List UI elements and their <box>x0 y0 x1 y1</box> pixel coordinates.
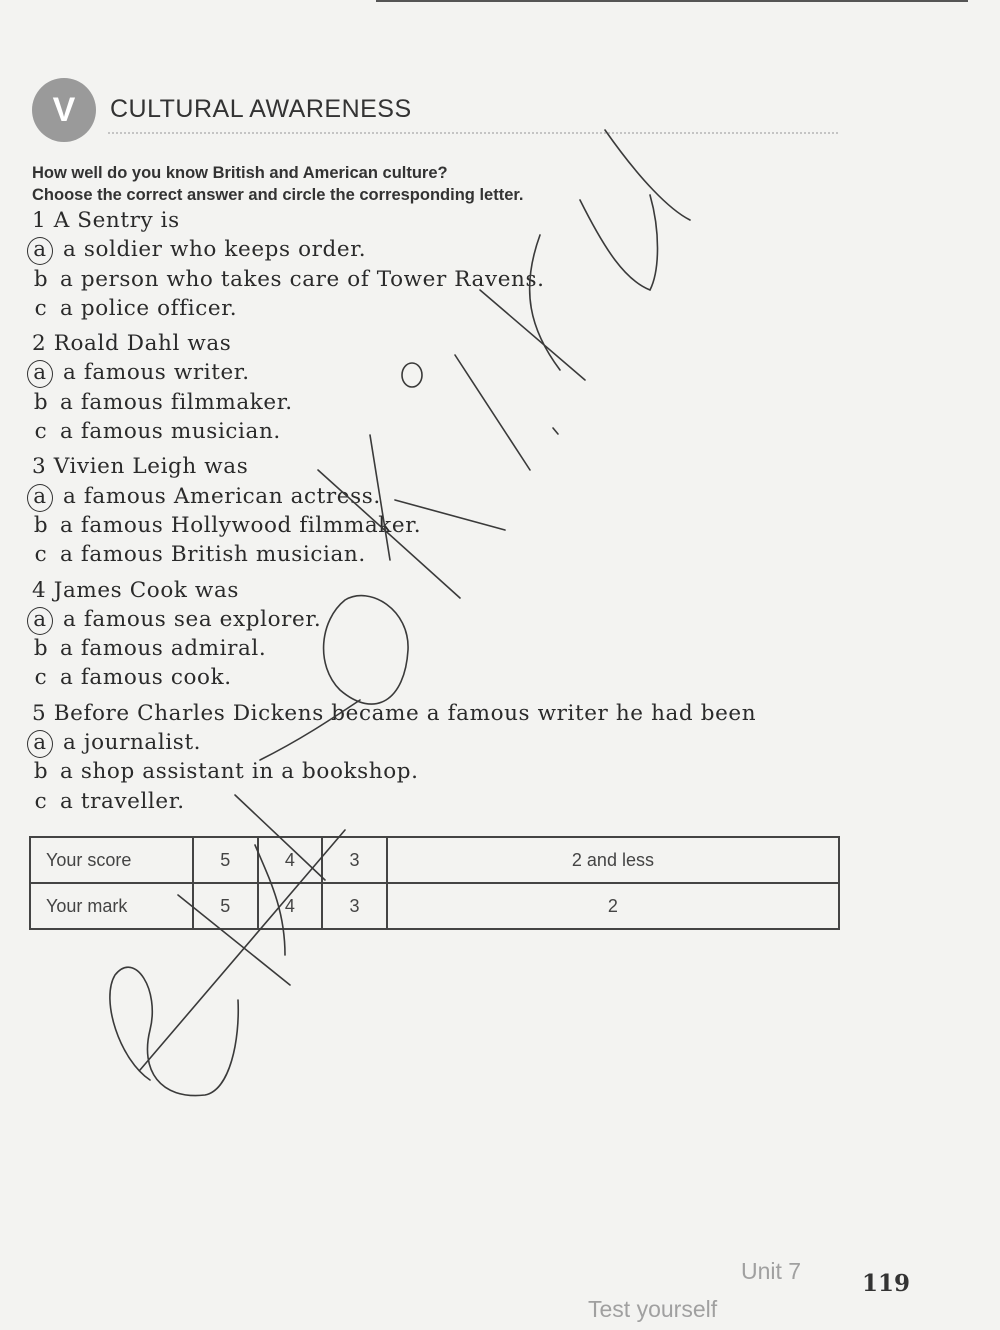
option-text: a famous musician. <box>60 419 281 445</box>
option-a[interactable] <box>32 358 832 387</box>
option-text: a famous British musician. <box>60 542 366 568</box>
option-letter: a <box>27 730 53 758</box>
option-b[interactable] <box>32 511 832 540</box>
option-letter: b <box>33 759 49 785</box>
quiz <box>32 206 832 822</box>
option-letter: a <box>27 360 53 388</box>
option-letter: a <box>27 237 53 265</box>
option-text: a police officer. <box>60 295 238 321</box>
option-b[interactable] <box>32 757 832 786</box>
section-letter: V <box>52 90 76 129</box>
question-text: 1 A Sentry is <box>32 208 180 233</box>
option-text: a shop assistant in a bookshop. <box>60 759 419 785</box>
table-cell: 3 <box>322 883 387 929</box>
section-title: CULTURAL AWARENESS <box>110 95 412 123</box>
option-text: a famous cook. <box>60 665 232 691</box>
question-text: 2 Roald Dahl was <box>32 331 232 357</box>
option-letter: c <box>34 419 48 445</box>
table-row <box>30 837 839 883</box>
option-text: a soldier who keeps order. <box>63 237 367 263</box>
option-letter: c <box>34 788 48 814</box>
option-b[interactable] <box>32 265 832 294</box>
option-text: a person who takes care of Tower Ravens. <box>60 266 545 292</box>
option-letter: c <box>34 665 48 691</box>
table-cell: 5 <box>193 837 258 883</box>
option-c[interactable] <box>32 540 832 569</box>
option-letter: b <box>33 389 49 415</box>
option-letter: b <box>33 266 49 292</box>
option-letter: b <box>33 512 49 538</box>
instructions-line-1: How well do you know British and American culture? <box>32 164 448 182</box>
option-b[interactable] <box>32 634 832 663</box>
option-a[interactable] <box>32 235 832 264</box>
question-2 <box>32 329 832 446</box>
option-letter: b <box>33 636 49 662</box>
option-c[interactable] <box>32 417 832 446</box>
option-letter: c <box>34 542 48 568</box>
table-cell: 2 and less <box>387 837 839 883</box>
instructions-line-2: Choose the correct answer and circle the corresponding letter. <box>32 186 524 204</box>
option-a[interactable] <box>32 482 832 511</box>
table-cell: 2 <box>387 883 839 929</box>
option-c[interactable] <box>32 294 832 323</box>
option-c[interactable] <box>32 787 832 816</box>
unit-label: Unit 7 <box>741 1258 802 1284</box>
section-badge <box>32 78 96 142</box>
question-text: 4 James Cook was <box>32 577 239 603</box>
table-row-label: Your score <box>30 837 193 883</box>
option-b[interactable] <box>32 388 832 417</box>
option-text: a famous Hollywood filmmaker. <box>60 512 422 538</box>
footer-label: Test yourself <box>588 1296 718 1322</box>
question-text: 5 Before Charles Dickens became a famous writer he had been <box>32 700 757 726</box>
instructions <box>32 162 523 206</box>
option-text: a famous filmmaker. <box>60 389 293 415</box>
table-cell: 5 <box>193 883 258 929</box>
top-rule <box>376 0 968 2</box>
page-number: 119 <box>862 1270 911 1297</box>
option-text: a famous writer. <box>63 360 250 386</box>
table-row-label: Your mark <box>30 883 193 929</box>
question-5 <box>32 699 832 816</box>
option-text: a famous admiral. <box>60 636 267 662</box>
score-table <box>29 836 840 930</box>
table-cell: 4 <box>258 837 323 883</box>
option-a[interactable] <box>32 605 832 634</box>
question-text: 3 Vivien Leigh was <box>32 454 249 480</box>
option-text: a traveller. <box>60 788 185 814</box>
question-3 <box>32 452 832 569</box>
question-1 <box>32 206 832 323</box>
option-c[interactable] <box>32 663 832 692</box>
option-letter: c <box>34 295 48 321</box>
option-text: a famous American actress. <box>63 483 381 509</box>
option-a[interactable] <box>32 728 832 757</box>
option-text: a famous sea explorer. <box>63 606 322 632</box>
table-row <box>30 883 839 929</box>
option-text: a journalist. <box>63 730 202 756</box>
question-4 <box>32 576 832 693</box>
option-letter: a <box>27 484 53 512</box>
option-letter: a <box>27 607 53 635</box>
dotted-divider <box>108 132 838 134</box>
table-cell: 3 <box>322 837 387 883</box>
table-cell: 4 <box>258 883 323 929</box>
